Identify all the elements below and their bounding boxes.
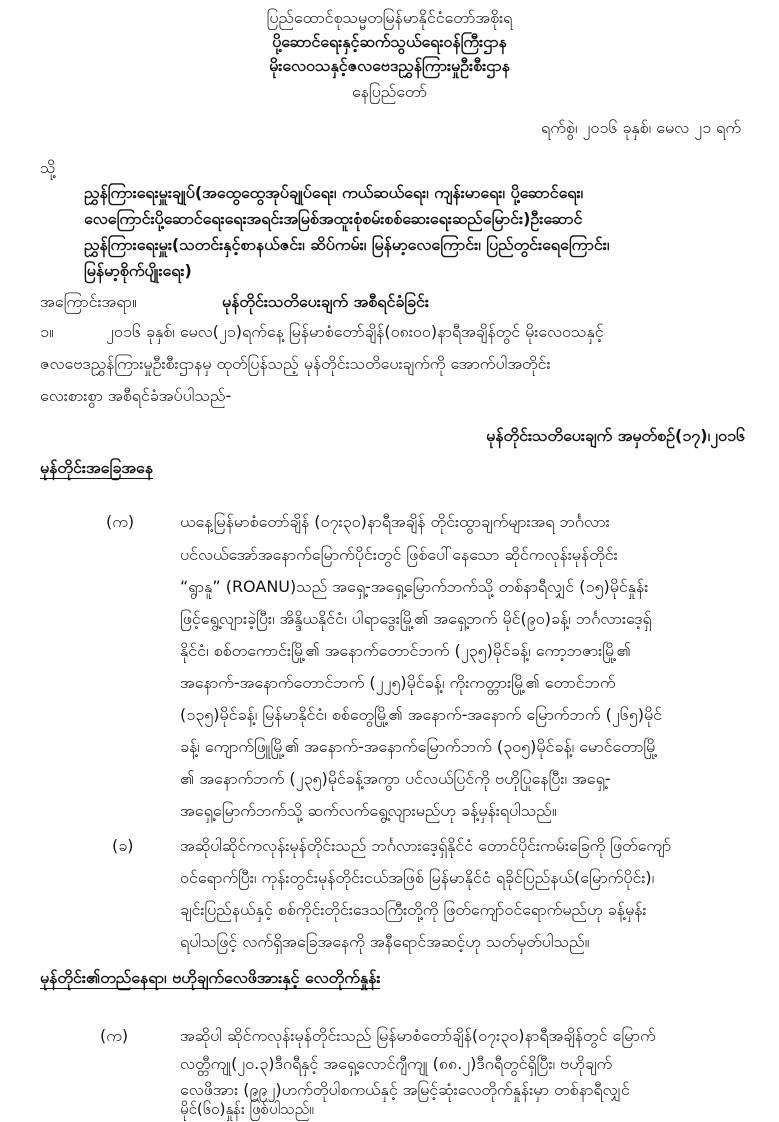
header-department: မိုးလေဝသနှင့်ဇလဗေဒညွှန်ကြားမှုဦးစီးဌာန [269,56,510,75]
header-location: နေပြည်တော် [351,82,428,101]
item-marker: (က) [100,1026,129,1045]
item-line: ၏ အနောက်ဘက် (၂၃၅)မိုင်ခန့်အကွာ ပင်လယ်ပြင်ကို ဗဟိုပြုနေပြီး၊ အရှေ့- [180,769,611,788]
item-line: အဆိုပါဆိုင်ကလုန်းမုန်တိုင်းသည် ဘင်္ဂလားဒေ့ရှ်နိုင်ငံ တောင်ပိုင်းကမ်းခြေကို ဖြတ်ကျော် [180,836,672,855]
item-line: အရှေ့မြောက်ဘက်သို့ ဆက်လက်ရွေ့လျားမည်ဟု ခန့်မှန်းရပါသည်။ [180,801,557,820]
bulletin-reference: မုန်တိုင်းသတိပေးချက် အမှတ်စဉ်(၁၇)၊၂၀၁၆ [486,426,745,445]
item-line: မိုင်(၆၀)နှုန်း ဖြစ်ပါသည်။ [180,1100,314,1118]
paragraph-line: လေးစားစွာ အစီရင်ခံအပ်ပါသည်- [40,386,232,405]
header-ministry: ပို့ဆောင်ရေးနှင့်ဆက်သွယ်ရေးဝန်ကြီးဌာန [272,32,507,51]
item-line: အဆိုပါ ဆိုင်ကလုန်းမုန်တိုင်းသည် မြန်မာစံတော်ချိန်(၀၇း၃၀)နာရီအချိန်တွင် မြောက် [180,1026,656,1045]
item-line: (၁၃၅)မိုင်ခန့်၊ မြန်မာနိုင်ငံ၊ စစ်တွေမြို့၏ အနောက်-အနောက် မြောက်ဘက် (၂၆၅)မိုင် [180,705,662,724]
item-marker: (ခ) [112,836,134,855]
item-line: ဝင်ရောက်ပြီး၊ ကုန်းတွင်းမုန်တိုင်းငယ်အဖြစ် မြန်မာနိုင်ငံ ရခိုင်ပြည်နယ်(မြောက်ပိုင်း)၊ [180,868,655,887]
to-label: သို့ [40,158,56,177]
item-line: ချင်းပြည်နယ်နှင့် စစ်ကိုင်းတိုင်းဒေသကြီးတို့ကို ဖြတ်ကျော်ဝင်ရောက်မည်ဟု ခန့်မှန်း [180,900,647,919]
item-line: “ရွာနူ” (ROANU)သည် အရှေ့-အရှေ့မြောက်ဘက်သို့ တစ်နာရီလျှင် (၁၅)မိုင်နှုန်း [180,577,649,596]
header-government: ပြည်ထောင်စုသမ္မတမြန်မာနိုင်ငံတော်အစိုးရ [266,8,513,27]
paragraph-line: ၂၀၁၆ ခုနှစ်၊ မေလ(၂၁)ရက်နေ့ မြန်မာစံတော်ချိန်(၀၈း၀၀)နာရီအချိန်တွင် မိုးလေဝသနှင့် [106,322,604,341]
subject-label: အကြောင်းအရာ။ [40,292,137,311]
item-marker: (က) [106,512,135,531]
recipient-line: ညွှန်ကြားရေးမှူး(သတင်းနှင့်စာနယ်ဇင်း၊ ဆိပ်ကမ်း၊ မြန်မာ့လေကြောင်း၊ ပြည်တွင်းရေကြောင်း၊ [84,235,610,254]
recipient-line: ညွှန်ကြားရေးမှူးချုပ်(အထွေထွေအုပ်ချုပ်ရေး၊ ကယ်ဆယ်ရေး၊ ကျန်းမာရေး၊ ပို့ဆောင်ရေး၊ [84,183,584,202]
recipient-line: လေကြောင်းပို့ဆောင်ရေးရေးအရင်းအမြစ်အထူးစုံစမ်းစစ်ဆေးရေးဆည်မြောင်း)ဦးဆောင် [84,209,583,228]
paragraph-line: ဇလဗေဒညွှန်ကြားမှုဦးစီးဌာနမှ ထုတ်ပြန်သည့် မုန်တိုင်းသတိပေးချက်ကို အောက်ပါအတိုင်း [40,354,551,373]
recipient-line: မြန်မာ့စိုက်ပျိုးရေး) [84,261,192,280]
section-heading: မုန်တိုင်းအခြေအနေ [40,458,153,477]
paragraph-number: ၁။ [40,322,54,341]
item-line: ယနေ့မြန်မာစံတော်ချိန် (၀၇း၃၀)နာရီအချိန် တိုင်းထွာချက်များအရ ဘင်္ဂလား [180,512,610,531]
letter-date: ရက်စွဲ၊ ၂၀၁၆ ခုနှစ်၊ မေလ ၂၁ ရက် [541,118,741,137]
section-heading: မုန်တိုင်း၏တည်နေရာ၊ ဗဟိုချက်လေဖိအားနှင့် လေတိုက်နှုန်း [40,968,381,987]
item-line: အနောက်-အနောက်တောင်ဘက် (၂၂၅)မိုင်ခန့်၊ ကိုးကတ္တားမြို့၏ တောင်ဘက် [180,673,616,692]
item-line: နိုင်ငံ၊ စစ်တကောင်းမြို့၏ အနောက်တောင်ဘက် (၂၃၅)မိုင်ခန့်၊ ကော့ဘဇားမြို့၏ [180,641,631,660]
item-line: ရပါသဖြင့် လက်ရှိအခြေအနေကို အနီရောင်အဆင့်ဟု သတ်မှတ်ပါသည်။ [180,932,590,951]
item-line: လတ္တီကျု(၂၀.၃)ဒီဂရီနှင့် အရှေ့လောင်ဂျီကျု (၈၈.၂)ဒီဂရီတွင်ရှိပြီး၊ ဗဟိုချက် [180,1054,613,1073]
item-line: ခန့်၊ ကျောက်ဖြူမြို့၏ အနောက်-အနောက်မြောက်ဘက် (၃၀၅)မိုင်ခန့်၊ မောင်တောမြို့ [180,737,658,756]
item-line: ပင်လယ်အော်အနောက်မြောက်ပိုင်းတွင် ဖြစ်ပေါ်နေသော ဆိုင်ကလုန်းမုန်တိုင်း [180,545,618,564]
item-line: ဖြင့်ရွေ့လျားခဲ့ပြီး၊ အိန္ဒိယနိုင်ငံ၊ ပါရာဒွေးမြို့၏ အရှေ့ဘက် မိုင်(၉၀)ခန့်၊ ဘင်္ဂလားဒေ့ရှ် [180,609,652,628]
item-line: လေဖိအား (၉၉၂)ဟက်တိုပါစကယ်နှင့် အမြင့်ဆုံးလေတိုက်နှုန်းမှာ တစ်နာရီလျှင် [180,1080,630,1099]
subject-text: မုန်တိုင်းသတိပေးချက် အစီရင်ခံခြင်း [222,292,429,311]
